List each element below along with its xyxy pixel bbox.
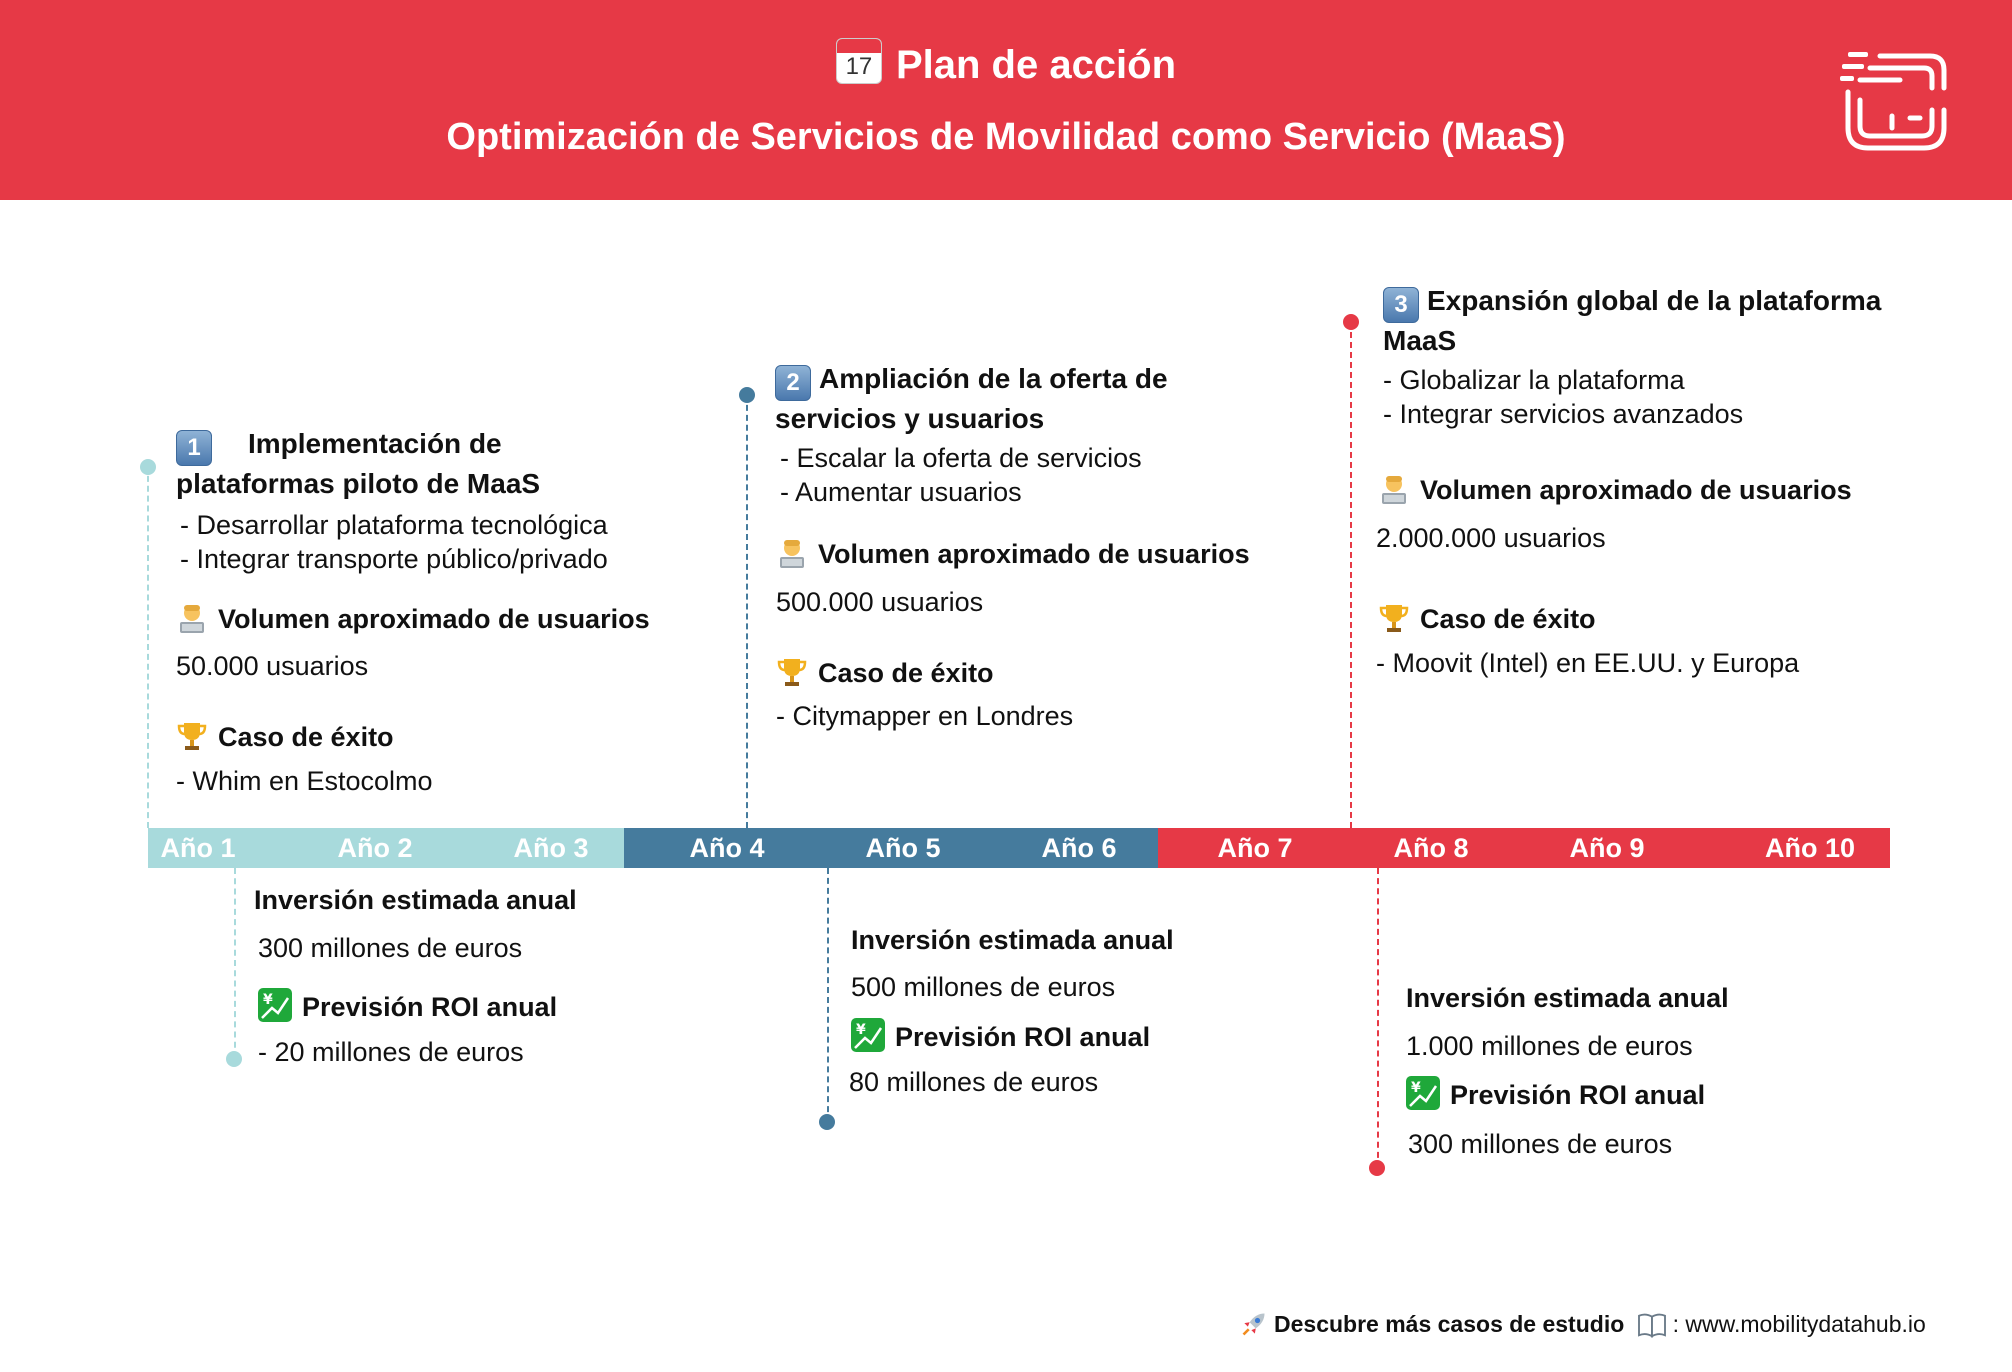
phase2-bottom-dot [819,1114,835,1130]
open-book-icon [1637,1312,1667,1338]
technologist-icon [1378,473,1410,505]
footer-url-link[interactable]: : www.mobilitydatahub.io [1672,1311,1926,1337]
footer [1240,1310,1926,1338]
phase1-bullet: - Desarrollar plataforma tecnológica [180,510,608,540]
header-banner [0,0,2012,200]
phase2-roi-heading: ¥ Previsión ROI anual [851,1018,1150,1055]
phase3-investment-heading: Inversión estimada anual [1406,983,1729,1013]
technologist-icon [176,602,208,634]
phase1-title: 1 Implementación de plataformas piloto de MaaS [176,428,541,499]
phase3-investment-value: 1.000 millones de euros [1406,1031,1693,1061]
svg-text:¥: ¥ [856,1022,866,1038]
phase1-bottom-dot [226,1051,242,1067]
calendar-icon: 17 [836,38,882,84]
phase1-bottom-connector [234,868,236,1058]
technologist-icon [776,537,808,569]
year-label: Año 2 [337,833,413,863]
yen-chart-icon [1406,1076,1440,1110]
phase3-success-heading: Caso de éxito [1378,602,1596,637]
phase3-bullet: - Globalizar la plataforma [1383,365,1685,395]
phase3-top-connector [1350,322,1352,828]
phase3-success-value: - Moovit (Intel) en EE.UU. y Europa [1376,648,1800,678]
logo-icon [1840,48,1952,156]
page-title: 17 Plan de acción [0,38,2012,88]
phase1-investment-value: 300 millones de euros [258,933,523,963]
phase2-roi-value: 80 millones de euros [849,1067,1099,1097]
year-label: Año 10 [1764,833,1856,863]
phase3-users-heading: Volumen aproximado de usuarios [1378,473,1852,508]
phase1-success-value: - Whim en Estocolmo [176,766,433,796]
page-subtitle: Optimización de Servicios de Movilidad como Servicio (MaaS) [446,116,1566,158]
phase1-success-heading: Caso de éxito [176,720,394,755]
phase2-users-heading: Volumen aproximado de usuarios [776,537,1250,572]
keycap-3-icon: 3 [1383,287,1419,323]
phase3-users-value: 2.000.000 usuarios [1376,523,1606,553]
phase2-top-connector [746,395,748,828]
phase2-users-value: 500.000 usuarios [776,587,984,617]
year-label: Año 3 [513,833,589,863]
phase2-title: 2 Ampliación de la oferta de servicios y usuarios [775,363,1168,434]
phase2-bullet: - Escalar la oferta de servicios [780,443,1142,473]
phase2-success-heading: Caso de éxito [776,656,994,691]
phase1-roi-value: - 20 millones de euros [258,1037,524,1067]
phase1-investment-heading: Inversión estimada anual [254,885,577,915]
svg-text:¥: ¥ [1411,1080,1421,1096]
phase3-bullet: - Integrar servicios avanzados [1383,399,1744,429]
yen-chart-icon [851,1018,885,1052]
year-label: Año 7 [1217,833,1293,863]
phase2-bottom-connector [827,868,829,1122]
yen-chart-icon [258,988,292,1022]
phase3-title: 3 Expansión global de la plataforma MaaS [1383,285,1882,356]
rocket-icon [1240,1310,1268,1338]
year-label: Año 6 [1041,833,1117,863]
phase2-top-dot [739,387,755,403]
phase1-bullet: - Integrar transporte público/privado [180,544,608,574]
year-label: Año 5 [865,833,941,863]
phase2-investment-heading: Inversión estimada anual [851,925,1174,955]
year-label: Año 9 [1569,833,1645,863]
phase3-bottom-dot [1369,1160,1385,1176]
trophy-icon [176,720,208,752]
phase2-investment-value: 500 millones de euros [851,972,1116,1002]
phase1-users-value: 50.000 usuarios [176,651,369,681]
footer-cta: Descubre más casos de estudio [1274,1311,1625,1337]
phase1-users-heading: Volumen aproximado de usuarios [176,602,650,637]
year-label: Año 8 [1393,833,1469,863]
phase1-top-dot [140,459,156,475]
year-label: Año 4 [689,833,765,863]
phase3-roi-value: 300 millones de euros [1408,1129,1673,1159]
keycap-1-icon: 1 [176,430,212,466]
phase2-bullet: - Aumentar usuarios [780,477,1022,507]
year-label: Año 1 [160,833,236,863]
trophy-icon [776,656,808,688]
keycap-2-icon: 2 [775,365,811,401]
phase1-roi-heading: ¥ Previsión ROI anual [258,988,557,1025]
phase3-roi-heading: ¥ Previsión ROI anual [1406,1076,1705,1113]
phase3-bottom-connector [1377,868,1379,1168]
trophy-icon [1378,602,1410,634]
phase1-top-connector [147,466,149,828]
svg-text:¥: ¥ [263,992,273,1008]
phase3-top-dot [1343,314,1359,330]
phase2-success-value: - Citymapper en Londres [776,701,1074,731]
